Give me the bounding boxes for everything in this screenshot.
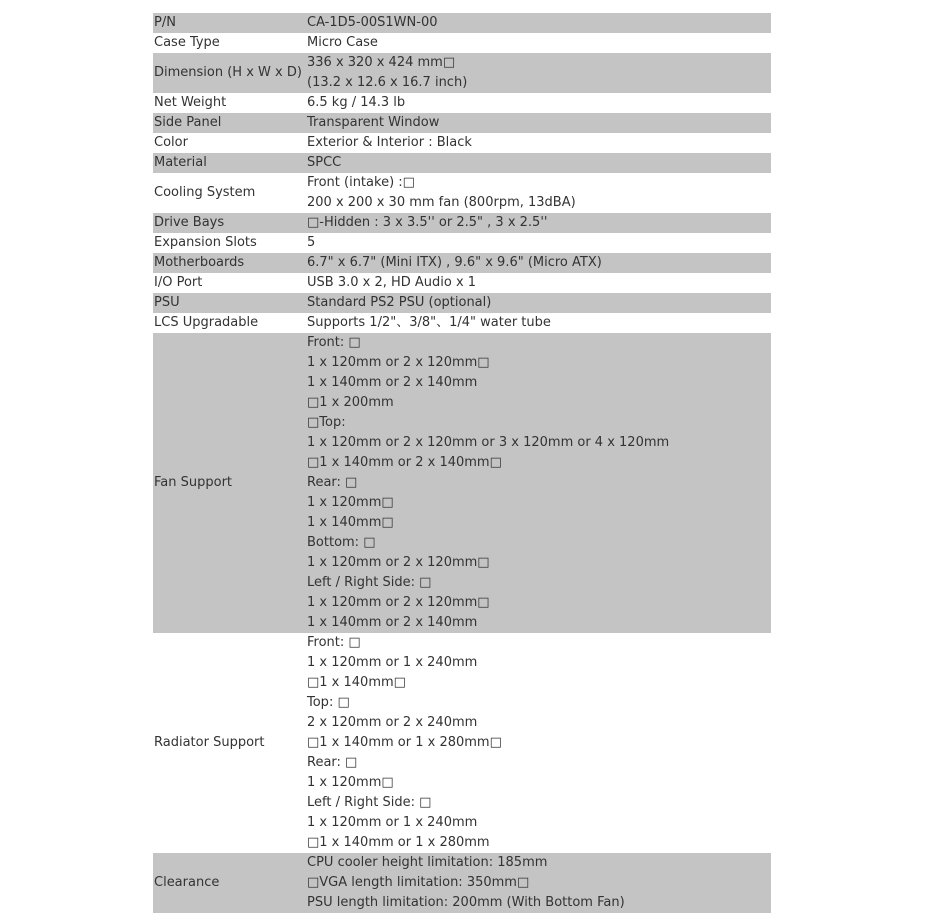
spec-value-line: □1 x 140mm or 2 x 140mm□: [307, 455, 502, 470]
spec-value-line: Rear: □: [307, 475, 358, 490]
spec-value-line: □1 x 200mm: [307, 395, 394, 410]
spec-value-line: 1 x 120mm or 2 x 120mm□: [307, 555, 490, 570]
spec-row: [153, 633, 771, 853]
spec-label: Drive Bays: [153, 213, 306, 233]
spec-value-line: 1 x 120mm□: [307, 775, 394, 790]
spec-table: [153, 13, 771, 913]
spec-value-line: □1 x 140mm□: [307, 675, 406, 690]
spec-value-line: 1 x 120mm□: [307, 495, 394, 510]
spec-row: [153, 273, 771, 293]
spec-label: Material: [153, 153, 306, 173]
spec-label: I/O Port: [154, 275, 203, 290]
spec-row: [153, 293, 771, 313]
spec-value-line: Supports 1/2"、3/8"、1/4" water tube: [307, 315, 551, 330]
spec-label: P/N: [153, 13, 306, 33]
spec-row: [153, 313, 771, 333]
spec-value-line: □1 x 140mm or 1 x 280mm□: [307, 735, 502, 750]
spec-value-line: Bottom: □: [307, 535, 376, 550]
spec-value-line: □VGA length limitation: 350mm□: [307, 875, 530, 890]
spec-label: Dimension (H x W x D): [153, 53, 306, 93]
spec-row: [153, 13, 771, 33]
spec-value-line: 200 x 200 x 30 mm fan (800rpm, 13dBA): [307, 195, 576, 210]
spec-value: [306, 253, 771, 273]
spec-label: Cooling System: [154, 185, 256, 200]
spec-value-line: PSU length limitation: 200mm (With Bottom Fan): [307, 895, 625, 910]
spec-value-line: □1 x 140mm or 1 x 280mm: [307, 835, 490, 850]
spec-label: LCS Upgradable: [154, 315, 259, 330]
spec-value: [306, 313, 771, 333]
spec-row: [153, 53, 771, 93]
spec-label: Radiator Support: [154, 735, 265, 750]
spec-table-body: [153, 13, 771, 913]
spec-row: [153, 133, 771, 153]
spec-value-line: 1 x 140mm□: [307, 515, 394, 530]
spec-value-line: 1 x 120mm or 1 x 240mm: [307, 815, 478, 830]
spec-value-line: USB 3.0 x 2, HD Audio x 1: [307, 275, 477, 290]
spec-label: Side Panel: [153, 113, 306, 133]
spec-value-line: □Top:: [307, 415, 346, 430]
spec-row: [153, 333, 771, 633]
spec-label: Fan Support: [153, 333, 306, 633]
spec-value: [306, 293, 771, 313]
spec-value-line: Front: □: [307, 635, 361, 650]
spec-value-line: SPCC: [307, 155, 342, 170]
spec-value-line: Front (intake) :□: [307, 175, 415, 190]
spec-value-line: Micro Case: [307, 35, 378, 50]
spec-value: [306, 133, 771, 153]
spec-row: [153, 213, 771, 233]
spec-value-line: Front: □: [307, 335, 361, 350]
spec-value-line: Top: □: [307, 695, 350, 710]
spec-value: [306, 213, 771, 233]
spec-value-line: Rear: □: [307, 755, 358, 770]
spec-label: Color: [154, 135, 188, 150]
spec-value-line: □-Hidden : 3 x 3.5'' or 2.5" , 3 x 2.5'': [307, 215, 548, 230]
spec-value-line: 1 x 140mm or 2 x 140mm: [307, 615, 478, 630]
spec-value-line: Standard PS2 PSU (optional): [307, 295, 492, 310]
spec-value: [306, 113, 771, 133]
spec-row: [153, 853, 771, 913]
spec-value: [306, 853, 771, 913]
spec-value-line: Exterior & Interior : Black: [307, 135, 472, 150]
spec-value: [306, 53, 771, 93]
spec-value: [306, 153, 771, 173]
spec-value: [306, 173, 771, 213]
spec-value-line: 1 x 120mm or 2 x 120mm□: [307, 595, 490, 610]
spec-label: Case Type: [154, 35, 220, 50]
spec-value: [306, 233, 771, 253]
spec-value-line: 6.5 kg / 14.3 lb: [307, 95, 406, 110]
spec-value: [306, 273, 771, 293]
spec-label: Motherboards: [153, 253, 306, 273]
spec-value-line: Left / Right Side: □: [307, 795, 432, 810]
spec-value-line: Left / Right Side: □: [307, 575, 432, 590]
spec-row: [153, 253, 771, 273]
spec-row: [153, 173, 771, 213]
spec-value-line: 1 x 120mm or 2 x 120mm or 3 x 120mm or 4 x 120mm: [307, 435, 670, 450]
spec-value: [306, 633, 771, 853]
spec-label: Expansion Slots: [154, 235, 257, 250]
spec-value-line: 1 x 140mm or 2 x 140mm: [307, 375, 478, 390]
spec-value: [306, 33, 771, 53]
spec-label: Net Weight: [154, 95, 227, 110]
spec-row: [153, 33, 771, 53]
spec-value-line: 5: [307, 235, 316, 250]
spec-value-line: 1 x 120mm or 2 x 120mm□: [307, 355, 490, 370]
spec-value-line: Transparent Window: [307, 115, 440, 130]
spec-value: [306, 93, 771, 113]
spec-row: [153, 153, 771, 173]
spec-value: [306, 333, 771, 633]
spec-value: [306, 13, 771, 33]
spec-row: [153, 233, 771, 253]
spec-label: PSU: [153, 293, 306, 313]
spec-value-line: 1 x 120mm or 1 x 240mm: [307, 655, 478, 670]
spec-label: Clearance: [153, 853, 306, 913]
spec-value-line: CPU cooler height limitation: 185mm: [307, 855, 548, 870]
spec-value-line: (13.2 x 12.6 x 16.7 inch): [307, 75, 468, 90]
spec-row: [153, 93, 771, 113]
spec-value-line: CA-1D5-00S1WN-00: [307, 15, 438, 30]
spec-value-line: 6.7" x 6.7" (Mini ITX) , 9.6" x 9.6" (Micro ATX): [307, 255, 602, 270]
spec-value-line: 336 x 320 x 424 mm□: [307, 55, 456, 70]
spec-value-line: 2 x 120mm or 2 x 240mm: [307, 715, 478, 730]
spec-row: [153, 113, 771, 133]
